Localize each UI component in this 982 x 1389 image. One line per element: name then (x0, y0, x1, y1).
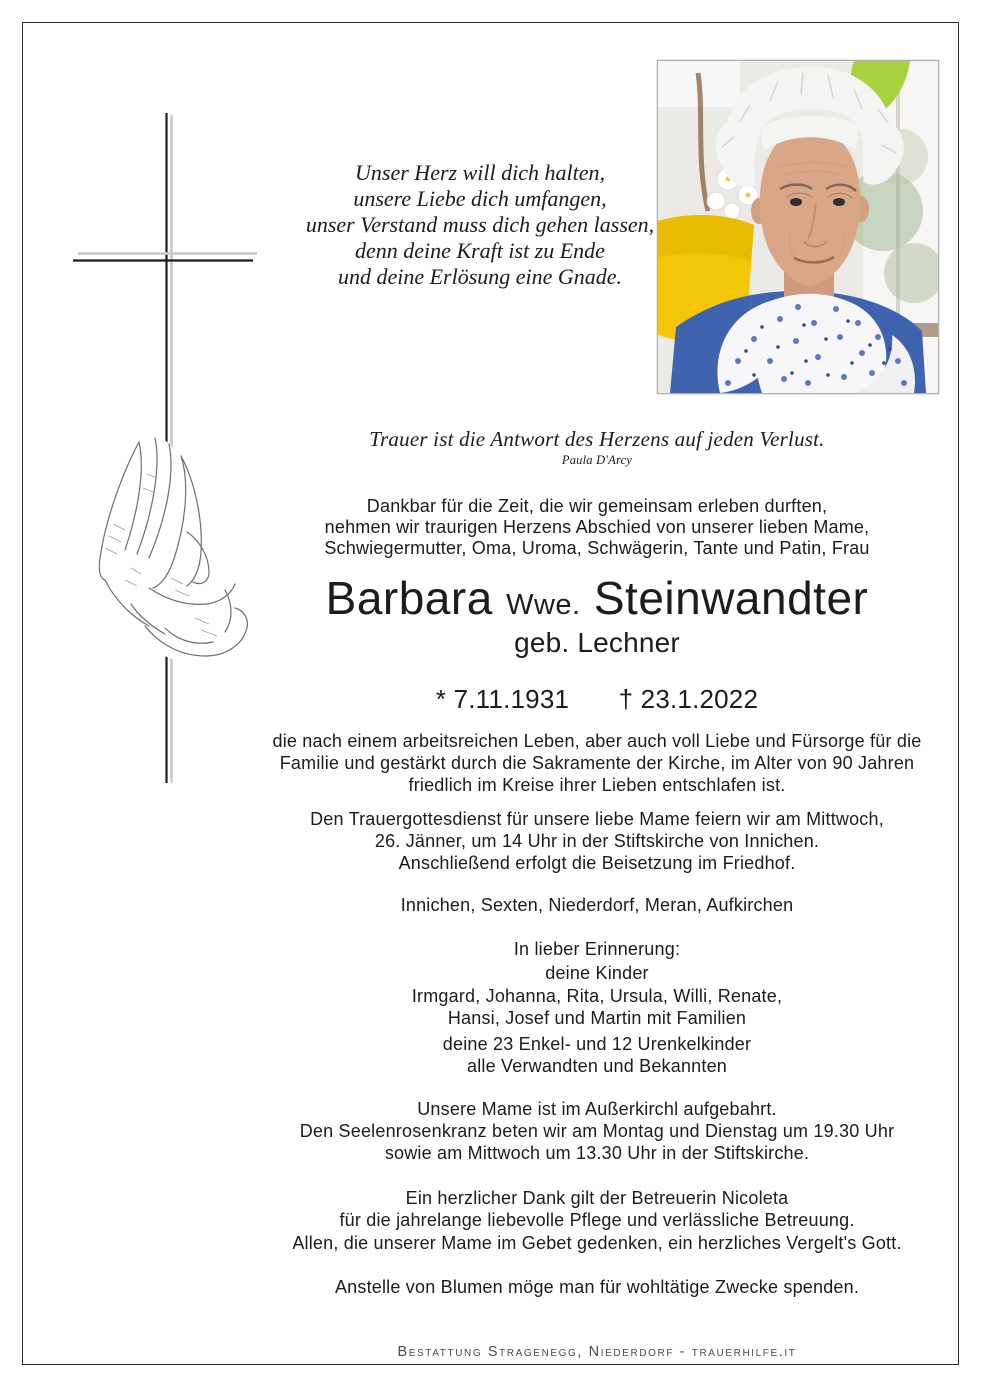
maiden-name: geb. Lechner (514, 627, 680, 658)
poem-line: denn deine Kraft ist zu Ende (355, 238, 605, 263)
intro-line: Schwiegermutter, Oma, Uroma, Schwägerin, Tante und Patin, Frau (324, 538, 870, 558)
grief-quote: Trauer ist die Antwort des Herzens auf jeden Verlust. (369, 427, 825, 451)
service-line: Den Trauergottesdienst für unsere liebe Mame feiern wir am Mittwoch, (310, 809, 884, 829)
remembrance-heading: In lieber Erinnerung: (513, 939, 681, 959)
children-names: Irmgard, Johanna, Rita, Ursula, Willi, Renate, (411, 986, 783, 1006)
service-line: Anschließend erfolgt die Beisetzung im Friedhof. (398, 853, 796, 873)
places-line: Innichen, Sexten, Niederdorf, Meran, Aufkirchen (400, 895, 794, 915)
thanks-line: für die jahrelange liebevolle Pflege und verlässliche Betreuung. (339, 1210, 855, 1230)
funeral-home-footer: Bestattung Stragenegg, Niederdorf - trauerhilfe.it (397, 1344, 797, 1360)
intro-line: nehmen wir traurigen Herzens Abschied von unserer lieben Mame, (324, 517, 870, 537)
last-name: Steinwandter (593, 572, 869, 624)
children-names: Hansi, Josef und Martin mit Familien (447, 1008, 747, 1028)
eye-right (833, 198, 845, 206)
intro-line: Dankbar für die Zeit, die wir gemeinsam erleben durften, (366, 496, 828, 516)
life-dates (212, 685, 982, 715)
first-name: Barbara (325, 572, 493, 624)
children-label: deine Kinder (545, 963, 649, 983)
thanks-line: Allen, die unserer Mame im Gebet gedenken, ein herzliches Vergelt's Gott. (292, 1233, 902, 1253)
quote-attribution: Paula D'Arcy (561, 453, 633, 467)
poem-line: unser Verstand muss dich gehen lassen, (305, 212, 655, 237)
wake-line: Den Seelenrosenkranz beten wir am Montag und Dienstag um 19.30 Uhr (299, 1121, 895, 1141)
service-line: 26. Jänner, um 14 Uhr in der Stiftskirche von Innichen. (374, 831, 820, 851)
wake-line: sowie am Mittwoch um 13.30 Uhr in der Stiftskirche. (384, 1143, 810, 1163)
life-line: friedlich im Kreise ihrer Lieben entschlafen ist. (408, 775, 786, 795)
grandchildren-line: deine 23 Enkel- und 12 Urenkelkinder (442, 1034, 752, 1054)
widow-title: Wwe. (506, 589, 581, 621)
life-line: Familie und gestärkt durch die Sakramente der Kirche, im Alter von 90 Jahren (279, 753, 915, 773)
birth-date: * 7.11.1931 (435, 684, 570, 714)
wake-line: Unsere Mame ist im Außerkirchl aufgebahrt. (417, 1099, 777, 1119)
donation-line: Anstelle von Blumen möge man für wohltätige Zwecke spenden. (334, 1277, 860, 1297)
poem-line: unsere Liebe dich umfangen, (353, 186, 607, 211)
poem-line: Unser Herz will dich halten, (355, 160, 605, 185)
thanks-line: Ein herzlicher Dank gilt der Betreuerin Nicoleta (405, 1188, 789, 1208)
deceased-name (212, 572, 982, 625)
life-line: die nach einem arbeitsreichen Leben, aber auch voll Liebe und Fürsorge für die (272, 731, 922, 751)
poem-line: und deine Erlösung eine Gnade. (337, 264, 623, 289)
relatives-line: alle Verwandten und Bekannten (467, 1056, 727, 1076)
death-date: † 23.1.2022 (618, 684, 759, 714)
